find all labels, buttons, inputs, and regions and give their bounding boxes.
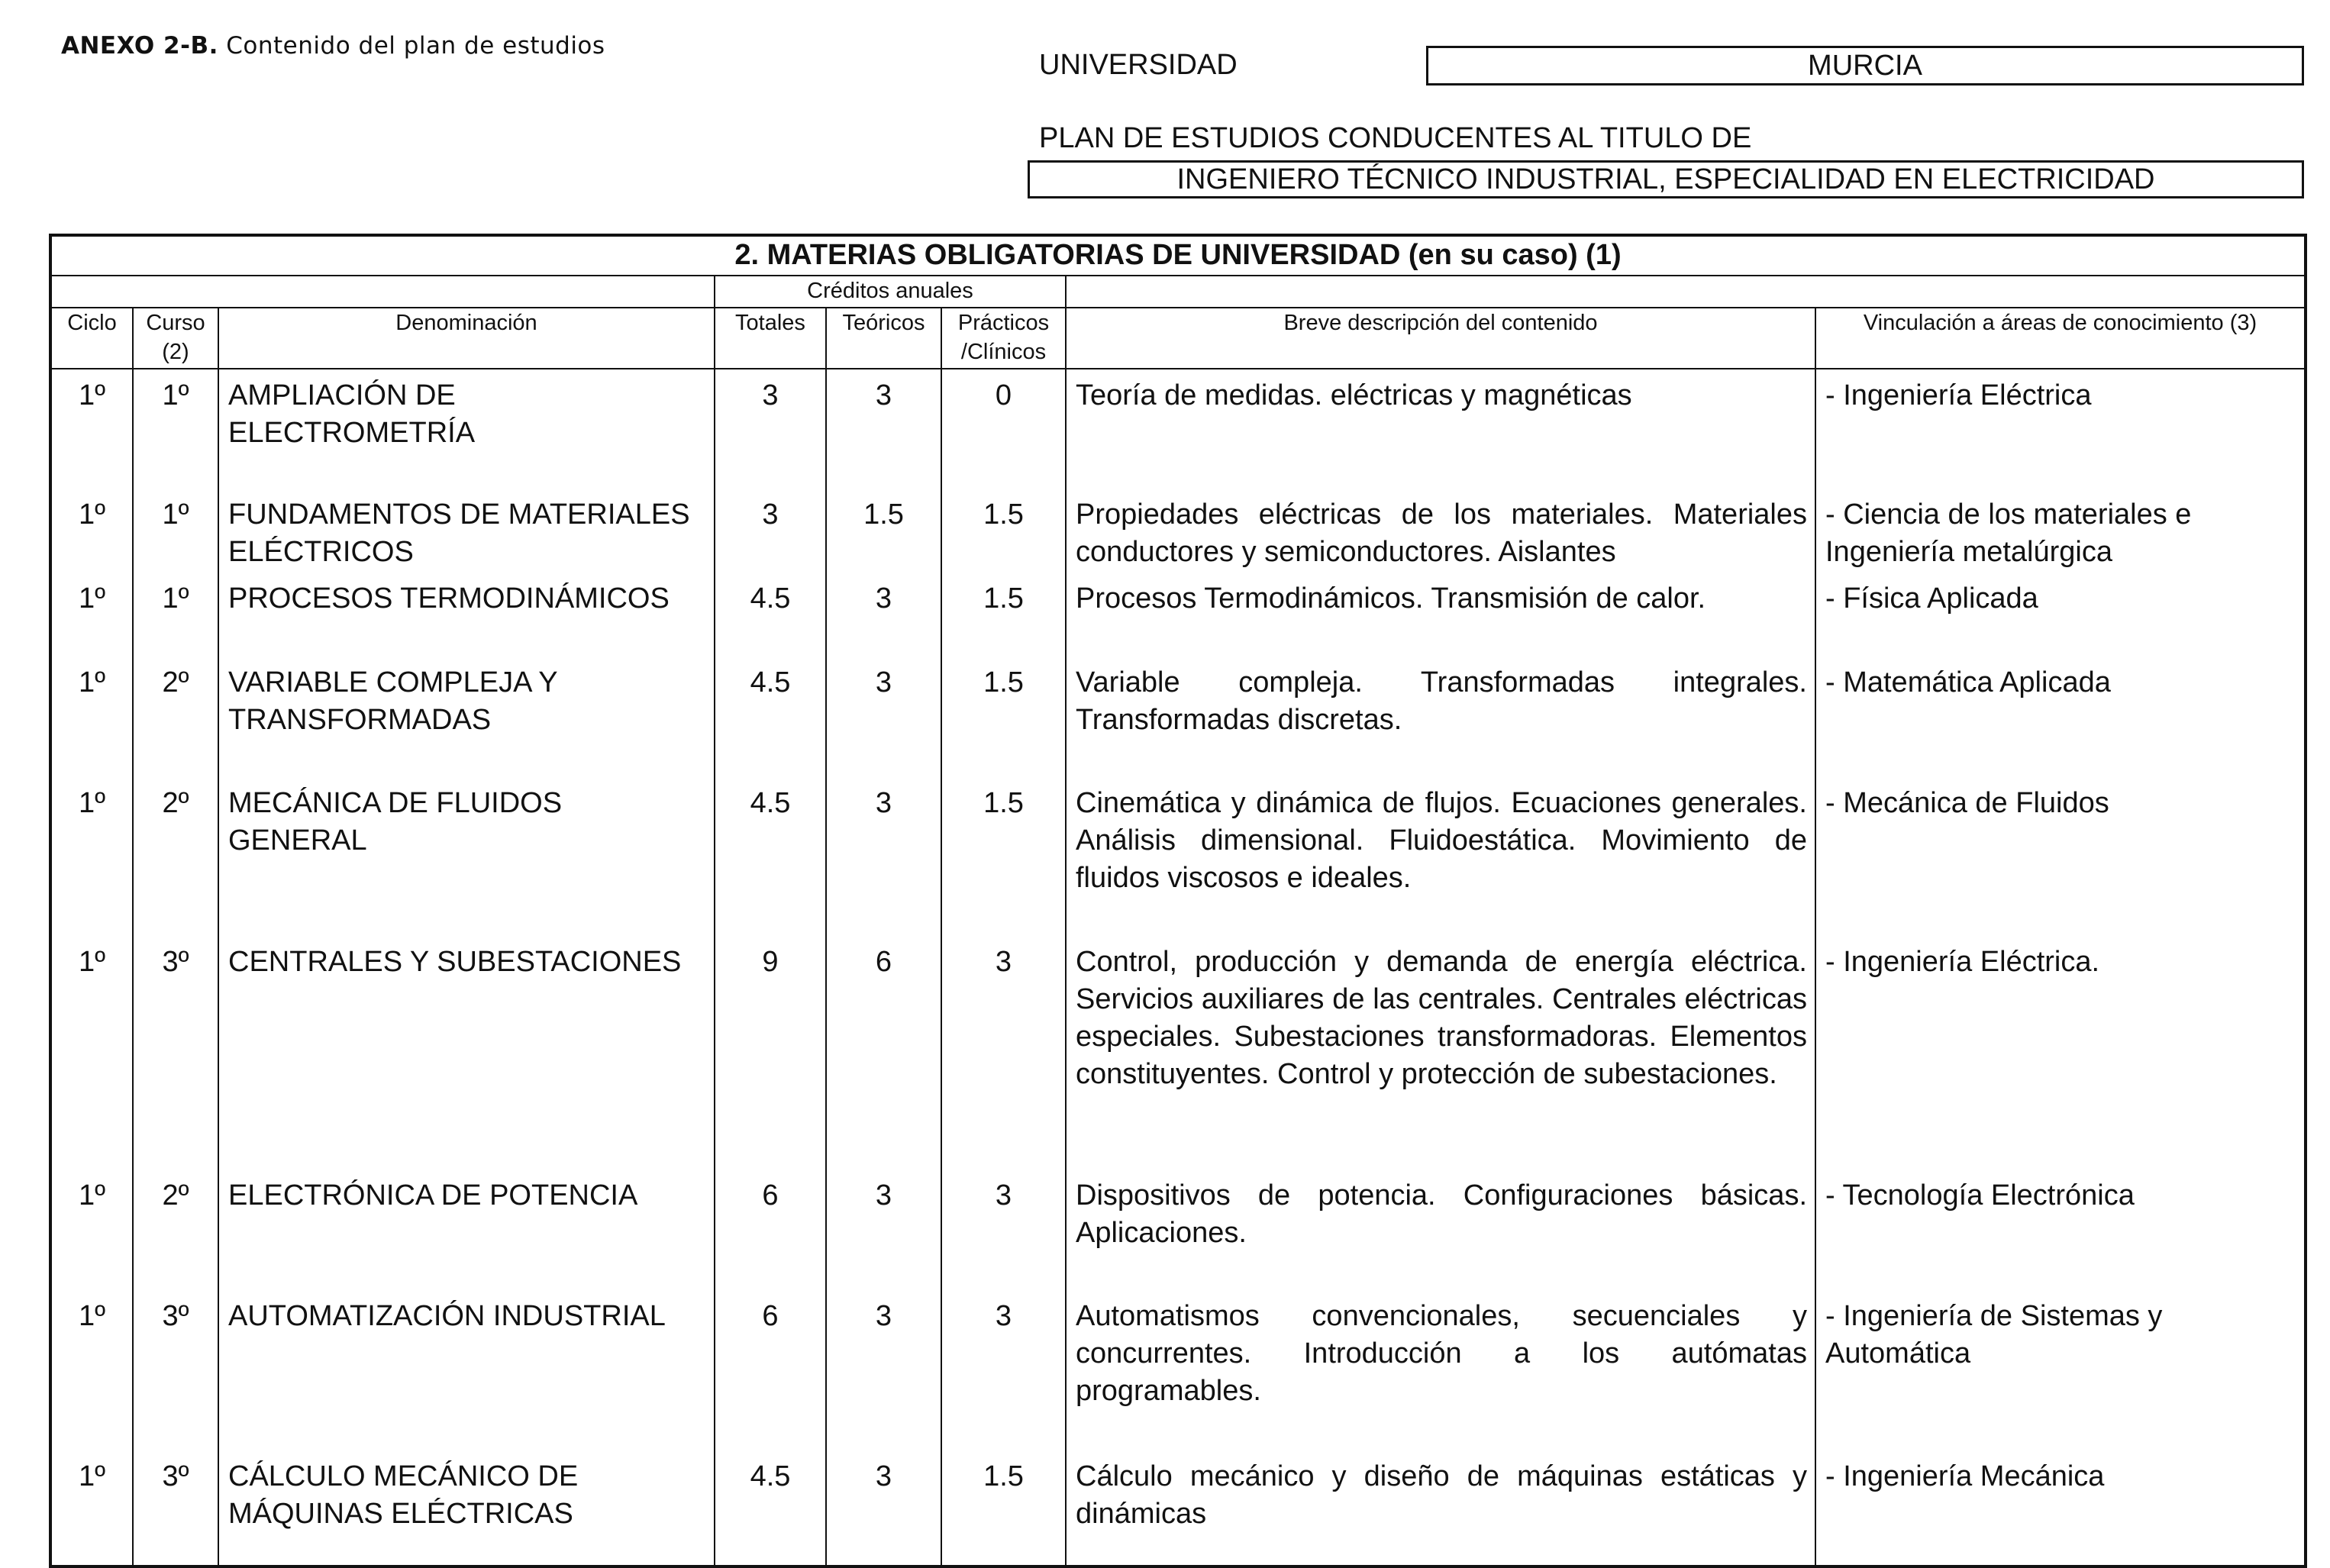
table-row (50, 936, 2306, 1170)
row-curso: 1º (133, 369, 218, 489)
row-totales: 3 (715, 369, 826, 489)
plan-label: PLAN DE ESTUDIOS CONDUCENTES AL TITULO DE (1039, 122, 1752, 154)
row-totales: 9 (715, 936, 826, 1170)
table-row (50, 657, 2306, 777)
row-totales: 6 (715, 1170, 826, 1290)
annex-label: ANEXO 2-B. (61, 32, 218, 60)
descripcion-header: Breve descripción del contenido (1066, 308, 1815, 369)
row-denominacion: VARIABLE COMPLEJA Y TRANSFORMADAS (218, 657, 715, 777)
table-row (50, 777, 2306, 936)
row-teoricos: 3 (826, 657, 941, 777)
ciclo-header: Ciclo (50, 308, 133, 369)
row-practicos: 0 (941, 369, 1066, 489)
row-teoricos: 3 (826, 777, 941, 936)
row-curso: 2º (133, 1170, 218, 1290)
table-row (50, 1290, 2306, 1450)
row-denominacion: AUTOMATIZACIÓN INDUSTRIAL (218, 1290, 715, 1450)
row-totales: 4.5 (715, 1450, 826, 1566)
row-ciclo: 1º (50, 573, 133, 657)
row-vinculacion: - Ingeniería de Sistemas y Automática (1815, 1290, 2306, 1450)
row-practicos: 3 (941, 1170, 1066, 1290)
row-curso: 2º (133, 657, 218, 777)
row-vinculacion: - Matemática Aplicada (1815, 657, 2306, 777)
row-practicos: 1.5 (941, 777, 1066, 936)
table-row (50, 369, 2306, 489)
row-denominacion: AMPLIACIÓN DE ELECTROMETRÍA (218, 369, 715, 489)
row-descripcion: Propiedades eléctricas de los materiales. Materiales conductores y semiconductores. Aislantes (1066, 489, 1815, 573)
row-ciclo: 1º (50, 657, 133, 777)
row-totales: 6 (715, 1290, 826, 1450)
row-denominacion: CÁLCULO MECÁNICO DE MÁQUINAS ELÉCTRICAS (218, 1450, 715, 1566)
row-practicos: 1.5 (941, 489, 1066, 573)
practicos-header: Prácticos /Clínicos (941, 308, 1066, 369)
row-denominacion: PROCESOS TERMODINÁMICOS (218, 573, 715, 657)
row-curso: 3º (133, 936, 218, 1170)
row-vinculacion: - Física Aplicada (1815, 573, 2306, 657)
row-vinculacion: - Ingeniería Eléctrica. (1815, 936, 2306, 1170)
row-curso: 3º (133, 1290, 218, 1450)
row-denominacion: ELECTRÓNICA DE POTENCIA (218, 1170, 715, 1290)
row-teoricos: 3 (826, 1290, 941, 1450)
row-practicos: 3 (941, 1290, 1066, 1450)
row-curso: 2º (133, 777, 218, 936)
row-descripcion: Control, producción y demanda de energía eléctrica. Servicios auxiliares de las centrales. Centrales eléctricas especiales. Subestaciones transformadoras. Elementos constituyentes. Control y protección de subestaciones. (1066, 936, 1815, 1170)
totales-header: Totales (715, 308, 826, 369)
creditos-header: Créditos anuales (715, 276, 1066, 308)
titulo-value-box: INGENIERO TÉCNICO INDUSTRIAL, ESPECIALIDAD EN ELECTRICIDAD (1028, 160, 2304, 198)
row-curso: 3º (133, 1450, 218, 1566)
row-ciclo: 1º (50, 1170, 133, 1290)
row-vinculacion: - Ciencia de los materiales e Ingeniería metalúrgica (1815, 489, 2306, 573)
row-totales: 4.5 (715, 573, 826, 657)
row-teoricos: 1.5 (826, 489, 941, 573)
row-vinculacion: - Ingeniería Mecánica (1815, 1450, 2306, 1566)
row-ciclo: 1º (50, 1290, 133, 1450)
curso-header: Curso (2) (133, 308, 218, 369)
row-totales: 3 (715, 489, 826, 573)
row-descripcion: Procesos Termodinámicos. Transmisión de calor. (1066, 573, 1815, 657)
row-practicos: 3 (941, 936, 1066, 1170)
table-row (50, 1450, 2306, 1566)
row-descripcion: Variable compleja. Transformadas integrales. Transformadas discretas. (1066, 657, 1815, 777)
row-vinculacion: - Mecánica de Fluidos (1815, 777, 2306, 936)
row-descripcion: Automatismos convencionales, secuenciales y concurrentes. Introducción a los autómatas programables. (1066, 1290, 1815, 1450)
row-curso: 1º (133, 489, 218, 573)
row-ciclo: 1º (50, 936, 133, 1170)
row-practicos: 1.5 (941, 573, 1066, 657)
row-teoricos: 3 (826, 1170, 941, 1290)
table-body (50, 369, 2306, 1566)
row-teoricos: 3 (826, 369, 941, 489)
row-teoricos: 3 (826, 573, 941, 657)
teoricos-header: Teóricos (826, 308, 941, 369)
row-vinculacion: - Tecnología Electrónica (1815, 1170, 2306, 1290)
row-denominacion: FUNDAMENTOS DE MATERIALES ELÉCTRICOS (218, 489, 715, 573)
annex-description: Contenido del plan de estudios (226, 32, 605, 60)
row-curso: 1º (133, 573, 218, 657)
row-ciclo: 1º (50, 1450, 133, 1566)
row-ciclo: 1º (50, 777, 133, 936)
universidad-value-box: MURCIA (1426, 46, 2304, 85)
denominacion-header: Denominación (218, 308, 715, 369)
row-ciclo: 1º (50, 489, 133, 573)
table-row (50, 489, 2306, 573)
row-teoricos: 6 (826, 936, 941, 1170)
row-descripcion: Dispositivos de potencia. Configuraciones básicas. Aplicaciones. (1066, 1170, 1815, 1290)
row-teoricos: 3 (826, 1450, 941, 1566)
row-descripcion: Cinemática y dinámica de flujos. Ecuaciones generales. Análisis dimensional. Fluidoestática. Movimiento de fluidos viscosos e ideales. (1066, 777, 1815, 936)
table-row (50, 1170, 2306, 1290)
row-denominacion: CENTRALES Y SUBESTACIONES (218, 936, 715, 1170)
row-descripcion: Teoría de medidas. eléctricas y magnéticas (1066, 369, 1815, 489)
row-practicos: 1.5 (941, 657, 1066, 777)
row-totales: 4.5 (715, 657, 826, 777)
vinculacion-header: Vinculación a áreas de conocimiento (3) (1815, 308, 2306, 369)
materias-table (49, 234, 2307, 1568)
row-practicos: 1.5 (941, 1450, 1066, 1566)
row-descripcion: Cálculo mecánico y diseño de máquinas estáticas y dinámicas (1066, 1450, 1815, 1566)
annex-heading (61, 32, 605, 60)
row-vinculacion: - Ingeniería Eléctrica (1815, 369, 2306, 489)
row-denominacion: MECÁNICA DE FLUIDOS GENERAL (218, 777, 715, 936)
universidad-label: UNIVERSIDAD (1039, 49, 1238, 81)
row-totales: 4.5 (715, 777, 826, 936)
table-row (50, 573, 2306, 657)
section-title: 2. MATERIAS OBLIGATORIAS DE UNIVERSIDAD (en su caso) (1) (50, 235, 2306, 276)
row-ciclo: 1º (50, 369, 133, 489)
